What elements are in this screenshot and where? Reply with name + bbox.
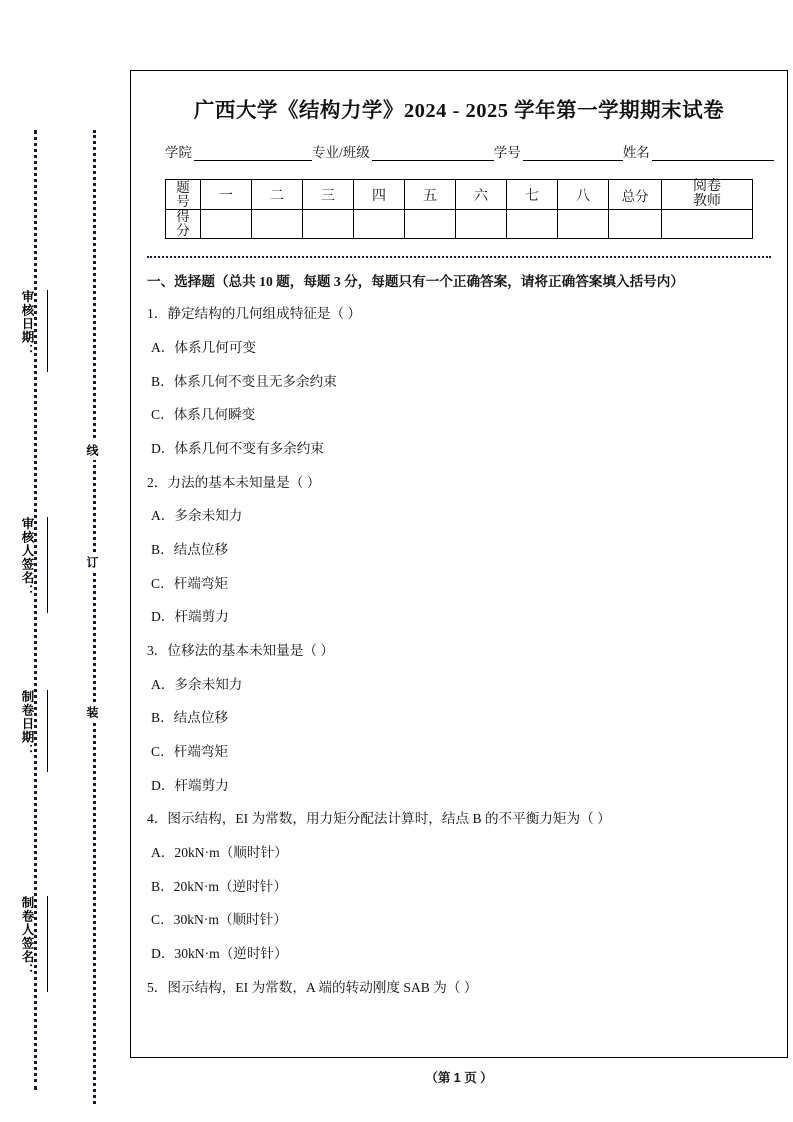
score-col-header-total: 总分 (609, 180, 662, 210)
score-col-header-7: 七 (507, 180, 558, 210)
field-major-class-label: 专业/班级 (312, 145, 370, 160)
question-stem-1: 1．静定结构的几何组成特征是（ ） (147, 306, 362, 322)
field-name-input[interactable] (652, 145, 774, 161)
score-cell-5[interactable] (405, 210, 456, 239)
student-info-line (165, 141, 767, 161)
score-col-header-5: 五 (405, 180, 456, 210)
margin-rule-4 (47, 896, 48, 992)
section-divider (147, 256, 771, 258)
score-cell-6[interactable] (456, 210, 507, 239)
margin-label-print-date: 制卷日期： (20, 690, 34, 758)
margin-label-review-date: 审核日期： (20, 290, 34, 358)
question-1-option-d[interactable]: D．体系几何不变有多余约束 (151, 441, 324, 457)
fold-mark-line: 线 (84, 440, 101, 460)
table-row-scores (166, 210, 753, 239)
question-3-option-d[interactable]: D．杆端剪力 (151, 777, 229, 793)
question-4-option-b[interactable]: B．20kN·m（逆时针） (151, 878, 287, 894)
score-col-header-3: 三 (303, 180, 354, 210)
grader-label-bottom: 教师 (693, 193, 721, 209)
question-4-option-c[interactable]: C．30kN·m（顺时针） (151, 912, 287, 928)
question-3-option-a[interactable]: A．多余未知力 (151, 676, 243, 692)
score-col-header-1: 一 (201, 180, 252, 210)
margin-label-reviewer-signature: 审核人签名： (20, 517, 34, 598)
score-table-stub-question (166, 180, 201, 210)
binding-dotted-line-inner (93, 130, 128, 1104)
field-student-id (494, 141, 623, 161)
field-major-class-input[interactable] (372, 145, 494, 161)
question-stem-5: 5．图示结构，EI 为常数，A 端的转动刚度 SAB 为（ ） (147, 979, 478, 995)
score-cell-3[interactable] (303, 210, 354, 239)
score-table (165, 179, 753, 239)
question-4-option-a[interactable]: A．20kN·m（顺时针） (151, 845, 288, 861)
score-table-stub-score (166, 210, 201, 239)
stub-question-top: 题 (176, 179, 190, 195)
page-footer: （第 1 页 ） (425, 1071, 493, 1085)
question-3-option-c[interactable]: C．杆端弯矩 (151, 744, 229, 760)
question-2-option-a[interactable]: A．多余未知力 (151, 508, 243, 524)
field-student-id-label: 学号 (493, 145, 521, 160)
question-2-option-c[interactable]: C．杆端弯矩 (151, 575, 229, 591)
score-cell-4[interactable] (354, 210, 405, 239)
field-student-id-input[interactable] (523, 145, 623, 161)
stub-score-top: 得 (176, 209, 190, 225)
score-cell-1[interactable] (201, 210, 252, 239)
left-margin-annotations (0, 0, 120, 1122)
exam-body (147, 271, 771, 1002)
field-college-input[interactable] (194, 145, 312, 161)
question-3-option-b[interactable]: B．结点位移 (151, 710, 229, 726)
score-cell-8[interactable] (558, 210, 609, 239)
stub-score-bottom: 分 (176, 223, 190, 239)
page-title: 广西大学《结构力学》2024 - 2025 学年第一学期期末试卷 (193, 100, 725, 122)
score-col-header-2: 二 (252, 180, 303, 210)
margin-rule-1 (47, 290, 48, 372)
question-stem-3: 3．位移法的基本未知量是（ ） (147, 643, 334, 659)
stub-question-bottom: 号 (176, 193, 190, 209)
score-cell-total[interactable] (609, 210, 662, 239)
field-name (623, 141, 774, 161)
fold-mark-seal: 装 (84, 702, 101, 722)
score-col-header-6: 六 (456, 180, 507, 210)
question-4-option-d[interactable]: D．30kN·m（逆时针） (151, 946, 288, 962)
question-1-option-a[interactable]: A．体系几何可变 (151, 340, 256, 355)
field-college-label: 学院 (165, 145, 192, 160)
score-cell-7[interactable] (507, 210, 558, 239)
field-name-label: 姓名 (622, 145, 650, 160)
margin-label-printer-signature: 制卷人签名： (20, 896, 34, 977)
question-2-option-b[interactable]: B．结点位移 (151, 542, 229, 558)
score-cell-2[interactable] (252, 210, 303, 239)
question-stem-2: 2．力法的基本未知量是（ ） (147, 474, 321, 490)
score-col-header-4: 四 (354, 180, 405, 210)
question-1-option-b[interactable]: B．体系几何不变且无多余约束 (151, 373, 337, 389)
section-heading-choice: 一、选择题（总共 10 题，每题 3 分，每题只有一个正确答案，请将正确答案填入括号内） (147, 273, 684, 289)
exam-paper-frame (130, 70, 788, 1058)
fold-mark-bind: 订 (84, 552, 101, 572)
field-major-class (312, 141, 494, 161)
table-row-question-numbers (166, 180, 753, 210)
score-col-header-grader (662, 180, 753, 210)
score-cell-grader[interactable] (662, 210, 753, 239)
question-1-option-c[interactable]: C．体系几何瞬变 (151, 407, 256, 423)
question-2-option-d[interactable]: D．杆端剪力 (151, 609, 229, 625)
grader-label-top: 阅卷 (693, 179, 721, 194)
field-college (165, 141, 312, 161)
margin-rule-2 (47, 517, 48, 613)
question-stem-4: 4．图示结构，EI 为常数，用力矩分配法计算时，结点 B 的不平衡力矩为（ ） (147, 811, 611, 827)
margin-rule-3 (47, 690, 48, 772)
score-col-header-8: 八 (558, 180, 609, 210)
